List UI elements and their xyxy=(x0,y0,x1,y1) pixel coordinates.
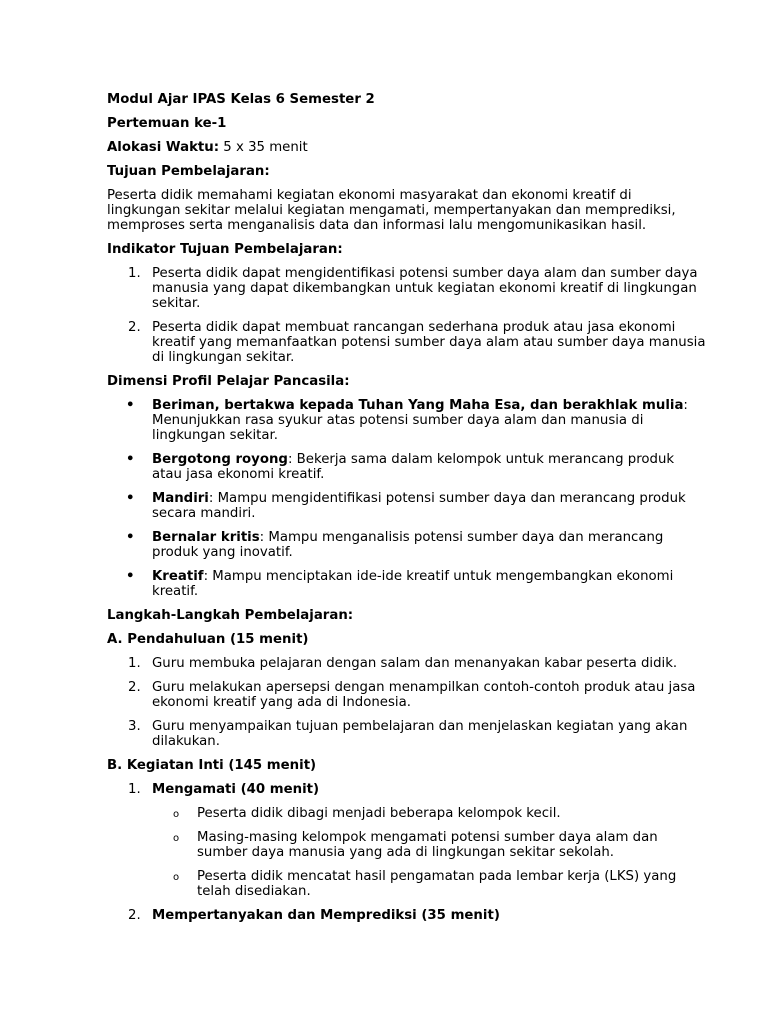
core-list-continued xyxy=(107,908,707,923)
bullet-icon: • xyxy=(126,491,135,506)
profile-desc: : Mampu menganalisis potensi sumber daya dan merancang produk yang inovatif. xyxy=(152,530,664,560)
circle-bullet-icon: o xyxy=(173,833,180,844)
core-step-title: Mengamati (40 menit) xyxy=(152,782,320,797)
list-item xyxy=(107,569,707,599)
time-allocation-value: 5 x 35 menit xyxy=(219,140,308,155)
list-item xyxy=(107,908,707,923)
list-number: 2. xyxy=(128,680,141,695)
list-item xyxy=(107,398,707,443)
bullet-icon: • xyxy=(126,530,135,545)
profile-desc: : Menunjukkan rasa syukur atas potensi sumber daya alam dan manusia di lingkungan sekitar. xyxy=(152,398,688,443)
document-page xyxy=(107,92,707,932)
profile-term: Mandiri xyxy=(152,491,209,506)
core-step-title: Mempertanyakan dan Memprediksi (35 menit) xyxy=(152,908,500,923)
profile-term: Bergotong royong xyxy=(152,452,288,467)
goal-heading: Tujuan Pembelajaran: xyxy=(107,164,270,179)
list-item-text: Peserta didik dapat membuat rancangan sederhana produk atau jasa ekonomi kreatif yang memanfaatkan potensi sumber daya alam atau sumber daya manusia di lingkungan sekitar. xyxy=(152,320,706,365)
list-item-text: Masing-masing kelompok mengamati potensi sumber daya alam dan sumber daya manusia yang ada di lingkungan sekitar sekolah. xyxy=(197,830,658,860)
intro-heading: A. Pendahuluan (15 menit) xyxy=(107,632,309,647)
circle-bullet-icon: o xyxy=(173,809,180,820)
list-item xyxy=(107,782,707,797)
list-item xyxy=(107,719,707,749)
goal-text: Peserta didik memahami kegiatan ekonomi masyarakat dan ekonomi kreatif di lingkungan sekitar melalui kegiatan mengamati, mempertanyakan dan memprediksi, memproses serta menganalisis data dan informasi lalu mengomunikasikan hasil. xyxy=(107,188,676,233)
profile-desc: : Mampu mengidentifikasi potensi sumber daya dan merancang produk secara mandiri. xyxy=(152,491,686,521)
list-item xyxy=(152,830,707,860)
profile-list xyxy=(107,398,707,599)
profile-heading: Dimensi Profil Pelajar Pancasila: xyxy=(107,374,350,389)
bullet-icon: • xyxy=(126,452,135,467)
profile-term: Kreatif xyxy=(152,569,204,584)
list-item xyxy=(107,491,707,521)
list-number: 2. xyxy=(128,908,141,923)
list-item-text: Peserta didik dibagi menjadi beberapa kelompok kecil. xyxy=(197,806,561,821)
list-item xyxy=(107,680,707,710)
indicator-heading: Indikator Tujuan Pembelajaran: xyxy=(107,242,343,257)
list-number: 3. xyxy=(128,719,141,734)
profile-term: Beriman, bertakwa kepada Tuhan Yang Maha Esa, dan berakhlak mulia xyxy=(152,398,684,413)
document-title: Modul Ajar IPAS Kelas 6 Semester 2 xyxy=(107,92,375,107)
list-number: 1. xyxy=(128,656,141,671)
list-number: 2. xyxy=(128,320,141,335)
list-item xyxy=(107,266,707,311)
time-allocation xyxy=(107,140,707,155)
list-item xyxy=(152,806,707,821)
time-allocation-label: Alokasi Waktu: xyxy=(107,140,220,155)
bullet-icon: • xyxy=(126,569,135,584)
list-item-text: Guru membuka pelajaran dengan salam dan menanyakan kabar peserta didik. xyxy=(152,656,678,671)
list-number: 1. xyxy=(128,266,141,281)
core-heading: B. Kegiatan Inti (145 menit) xyxy=(107,758,317,773)
list-number: 1. xyxy=(128,782,141,797)
indicator-list xyxy=(107,266,707,365)
list-item xyxy=(107,320,707,365)
core-list xyxy=(107,782,707,797)
list-item xyxy=(152,869,707,899)
list-item-text: Peserta didik dapat mengidentifikasi potensi sumber daya alam dan sumber daya manusia yang dapat dikembangkan untuk kegiatan ekonomi kreatif di lingkungan sekitar. xyxy=(152,266,698,311)
steps-heading: Langkah-Langkah Pembelajaran: xyxy=(107,608,354,623)
list-item xyxy=(107,656,707,671)
list-item-text: Peserta didik mencatat hasil pengamatan pada lembar kerja (LKS) yang telah disediakan. xyxy=(197,869,677,899)
profile-term: Bernalar kritis xyxy=(152,530,260,545)
meeting-label: Pertemuan ke-1 xyxy=(107,116,227,131)
list-item xyxy=(107,452,707,482)
list-item-text: Guru melakukan apersepsi dengan menampilkan contoh-contoh produk atau jasa ekonomi kreatif yang ada di Indonesia. xyxy=(152,680,696,710)
list-item xyxy=(107,530,707,560)
core-sublist xyxy=(107,806,707,899)
bullet-icon: • xyxy=(126,398,135,413)
profile-desc: : Bekerja sama dalam kelompok untuk merancang produk atau jasa ekonomi kreatif. xyxy=(152,452,675,482)
list-item-text: Guru menyampaikan tujuan pembelajaran dan menjelaskan kegiatan yang akan dilakukan. xyxy=(152,719,688,749)
profile-desc: : Mampu menciptakan ide-ide kreatif untuk mengembangkan ekonomi kreatif. xyxy=(152,569,674,599)
intro-list xyxy=(107,656,707,749)
circle-bullet-icon: o xyxy=(173,872,180,883)
